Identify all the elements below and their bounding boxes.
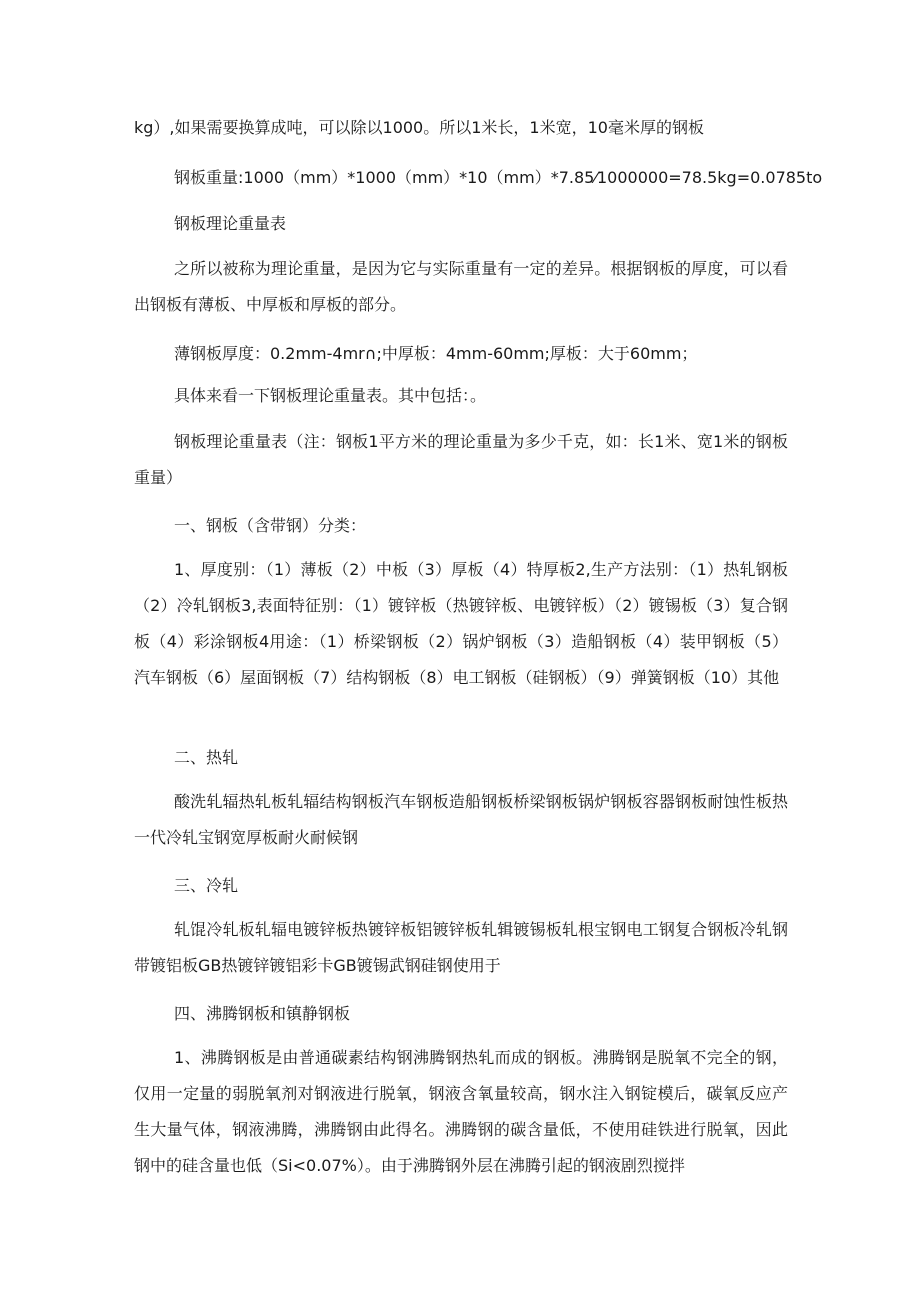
heading-section-2: 二、热轧	[174, 748, 239, 767]
heading-section-4: 四、沸腾钢板和镇静钢板	[174, 1004, 351, 1023]
paragraph-rimmed-steel: 1、沸腾钢板是由普通碳素结构钢沸腾钢热轧而成的钢板。沸腾钢是脱氧不完全的钢，仅用一定量的弱脱氧剂对钢液进行脱氧，钢液含氧量较高，钢水注入钢锭模后，碳氧反应产生大量气体，钢液沸腾，沸腾钢由此得名。沸腾钢的碳含量低，不使用硅铁进行脱氧，因此钢中的硅含量也低（Si<0.07%）。由于沸腾钢外层在沸腾引起的钢液剧烈搅拌	[134, 1048, 788, 1175]
heading-section-1: 一、钢板（含带钢）分类：	[174, 516, 367, 535]
paragraph-cold-rolled: 轧馄冷轧板轧辐电镀锌板热镀锌板铝镀锌板轧辑镀锡板轧根宝钢电工钢复合钢板冷轧钢带镀铝板GB热镀锌镀铝彩卡GB镀锡武钢硅钢使用于	[134, 920, 788, 975]
paragraph-table-note: 钢板理论重量表（注：钢板1平方米的理论重量为多少千克，如：长1米、宽1米的钢板重量）	[134, 432, 788, 487]
paragraph-thickness-ranges: 薄钢板厚度：0.2mm-4mr∩;中厚板：4mm-60mm;厚板：大于60mm；	[174, 344, 698, 363]
paragraph-weight-formula: 钢板重量:1000（mm）*1000（mm）*10（mm）*7.85⁄1000000=78.5kg=0.0785to	[174, 168, 823, 187]
paragraph-continuation: kg）,如果需要换算成吨，可以除以1000。所以1米长，1米宽，10毫米厚的钢板	[134, 118, 704, 137]
paragraph-hot-rolled: 酸洗轧辐热轧板轧辐结构钢板汽车钢板造船钢板桥梁钢板锅炉钢板容器钢板耐蚀性板热一代冷轧宝钢宽厚板耐火耐候钢	[134, 792, 788, 847]
heading-theory-weight-table: 钢板理论重量表	[174, 214, 287, 233]
paragraph-table-includes: 具体来看一下钢板理论重量表。其中包括：。	[174, 386, 487, 405]
paragraph-theory-weight-intro: 之所以被称为理论重量，是因为它与实际重量有一定的差异。根据钢板的厚度，可以看出钢板有薄板、中厚板和厚板的部分。	[134, 259, 788, 314]
heading-section-3: 三、冷轧	[174, 876, 239, 895]
paragraph-classification: 1、厚度别：（1）薄板（2）中板（3）厚板（4）特厚板2,生产方法别：（1）热轧钢板（2）冷轧钢板3,表面特征别：（1）镀锌板（热镀锌板、电镀锌板）（2）镀锡板（3）复合钢板（4）彩涂钢板4用途：（1）桥梁钢板（2）锅炉钢板（3）造船钢板（4）装甲钢板（5）汽车钢板（6）屋面钢板（7）结构钢板（8）电工钢板（硅钢板）（9）弹簧钢板（10）其他	[134, 560, 788, 687]
